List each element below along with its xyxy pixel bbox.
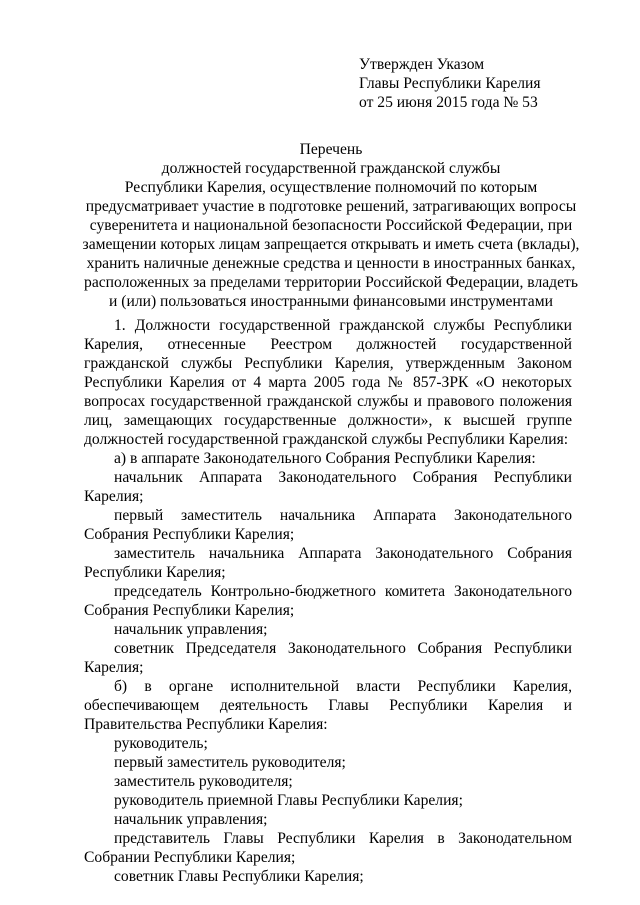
list-item: председатель Контрольно-бюджетного комитета Законодательного Собрания Республики Карелия;: [84, 583, 572, 619]
paragraph-subsection-a: а) в аппарате Законодательного Собрания Республики Карелия:: [114, 450, 536, 467]
paragraph-section-1: 1. Должности государственной гражданской службы Республики Карелия, отнесенные Реестром должностей государственной гражданской службы Республики Карелия, утвержденным Законом Республики Карелия от 4 марта 2005 года № 857-ЗРК «О некоторых вопросах государственной гражданской службы и правового положения лиц, замещающих государственные должности», к высшей группе должностей государственной гражданской службы Республики Карелия:: [84, 317, 572, 448]
title-line: Республики Карелия, осуществление полномочий по которым: [124, 179, 538, 196]
title-line: хранить наличные денежные средства и ценности в иностранных банках,: [86, 255, 576, 272]
title-line: должностей государственной гражданской службы: [161, 160, 501, 177]
list-item: заместитель начальника Аппарата Законодательного Собрания Республики Карелия;: [84, 545, 572, 581]
list-item: руководитель приемной Главы Республики Карелия;: [114, 792, 463, 809]
title-heading: Перечень: [299, 141, 363, 158]
title-line: суверенитета и национальной безопасности Российской Федерации, при: [89, 217, 573, 234]
list-item: советник Главы Республики Карелия;: [114, 868, 364, 885]
approval-stamp: [359, 55, 541, 112]
title-line: и (или) пользоваться иностранными финансовыми инструментами: [109, 293, 553, 310]
title-line: замещении которых лицам запрещается открывать и иметь счета (вклады),: [82, 236, 580, 253]
title-line: расположенных за пределами территории Российской Федерации, владеть: [84, 274, 578, 291]
list-item: начальник управления;: [114, 621, 268, 638]
document-title: [80, 140, 582, 311]
document-body: [84, 316, 572, 886]
list-item: начальник Аппарата Законодательного Собрания Республики Карелия;: [84, 469, 572, 505]
list-item: начальник управления;: [114, 811, 268, 828]
approval-line-1: Утвержден Указом: [359, 56, 485, 73]
title-line: предусматривает участие в подготовке решений, затрагивающих вопросы: [85, 198, 577, 215]
list-item: советник Председателя Законодательного Собрания Республики Карелия;: [84, 640, 572, 676]
list-item: представитель Главы Республики Карелия в Законодательном Собрании Республики Карелия;: [84, 830, 572, 866]
list-item: заместитель руководителя;: [114, 773, 293, 790]
approval-line-3: от 25 июня 2015 года № 53: [359, 94, 538, 111]
approval-line-2: Главы Республики Карелия: [359, 75, 541, 92]
list-item: первый заместитель руководителя;: [114, 754, 346, 771]
list-item: первый заместитель начальника Аппарата Законодательного Собрания Республики Карелия;: [84, 507, 572, 543]
list-item: руководитель;: [114, 735, 208, 752]
paragraph-subsection-b: б) в органе исполнительной власти Республики Карелия, обеспечивающем деятельность Главы Республики Карелия и Правительства Республики Карелия:: [84, 678, 572, 733]
